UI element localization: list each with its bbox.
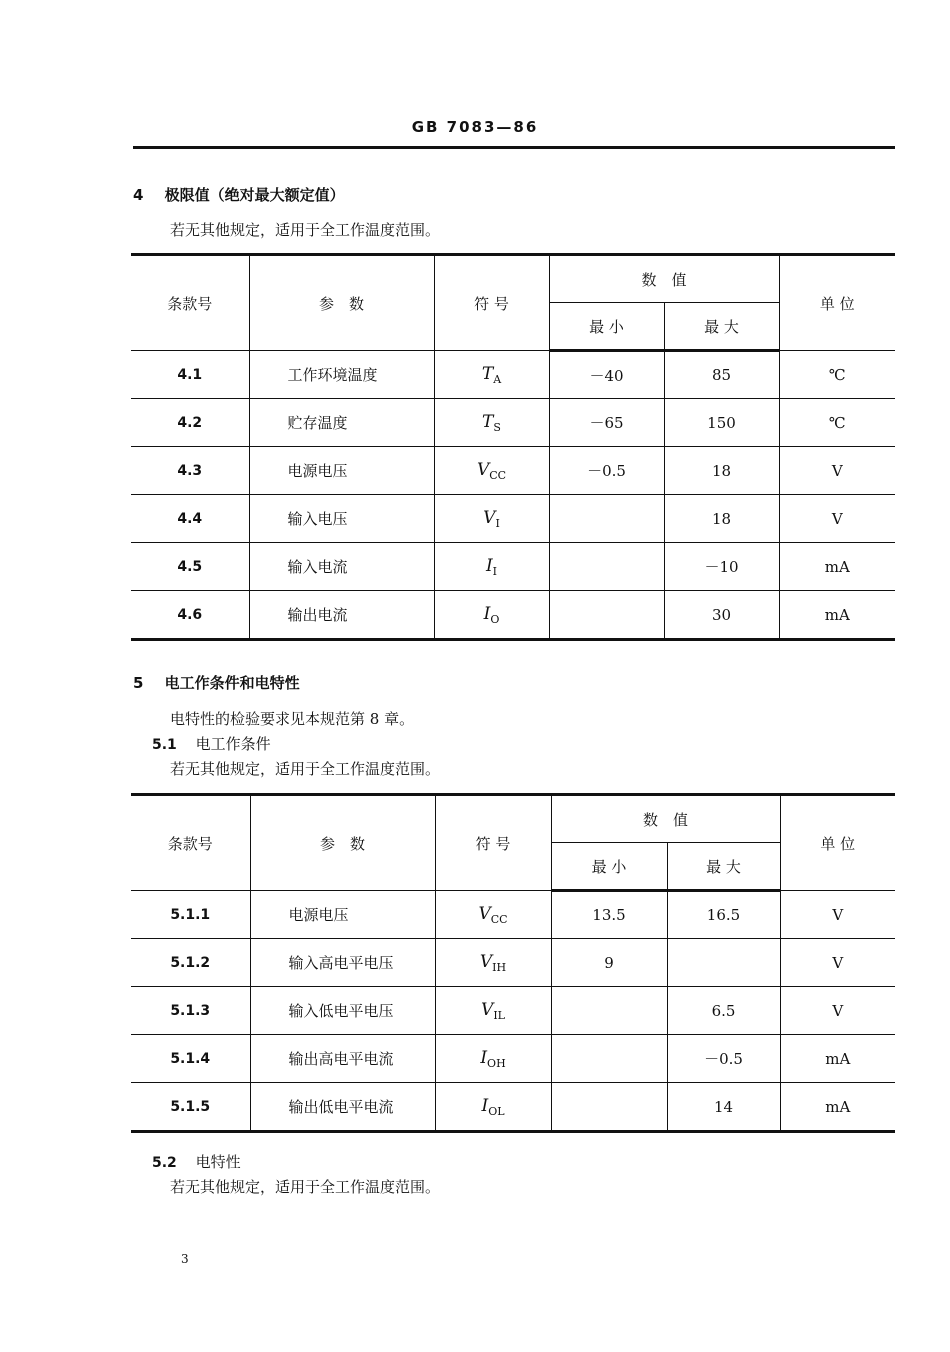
- cell-clause: 4.6: [131, 591, 249, 640]
- header-param: 参 数: [250, 795, 435, 891]
- header-value: 数 值: [551, 795, 780, 843]
- cell-min: －40: [549, 351, 664, 399]
- cell-max: 16.5: [667, 891, 780, 939]
- cell-min: －0.5: [549, 447, 664, 495]
- cell-param: 电源电压: [249, 447, 434, 495]
- cell-min: －65: [549, 399, 664, 447]
- cell-symbol: [434, 447, 549, 495]
- cell-min: [551, 1083, 667, 1132]
- header-symbol: 符 号: [434, 255, 549, 351]
- cell-max: 6.5: [667, 987, 780, 1035]
- header-symbol: 符 号: [435, 795, 551, 891]
- cell-unit: ℃: [779, 351, 895, 399]
- symbol-subscript: A: [493, 372, 502, 386]
- cell-max: 18: [664, 495, 779, 543]
- cell-unit: V: [780, 987, 895, 1035]
- cell-param: 电源电压: [250, 891, 435, 939]
- cell-min: 9: [551, 939, 667, 987]
- subsection-5-2-heading: [152, 1151, 241, 1172]
- header-min: 最 小: [551, 843, 667, 891]
- table-row: [131, 543, 895, 591]
- cell-symbol: [435, 939, 551, 987]
- cell-max: 85: [664, 351, 779, 399]
- subsection-5-1-number: 5.1: [152, 737, 177, 753]
- cell-unit: V: [780, 891, 895, 939]
- cell-min: [549, 543, 664, 591]
- cell-param: 工作环境温度: [249, 351, 434, 399]
- cell-symbol: [435, 891, 551, 939]
- symbol-letter: T: [482, 411, 494, 432]
- limits-table: [131, 253, 895, 641]
- document-header: GB 7083—86: [411, 118, 539, 136]
- header-rule: [133, 146, 895, 149]
- cell-min: [551, 1035, 667, 1083]
- section-5-note: 电特性的检验要求见本规范第 8 章。: [170, 710, 415, 728]
- subsection-5-2-note: 若无其他规定，适用于全工作温度范围。: [170, 1178, 441, 1196]
- symbol-letter: V: [476, 459, 490, 480]
- symbol-subscript: I: [495, 516, 500, 530]
- cell-clause: 5.1.2: [131, 939, 250, 987]
- symbol-subscript: CC: [490, 912, 508, 926]
- table-header-row: [131, 255, 895, 303]
- cell-unit: ℃: [779, 399, 895, 447]
- section-4-note: 若无其他规定，适用于全工作温度范围。: [170, 221, 441, 239]
- cell-param: 输出高电平电流: [250, 1035, 435, 1083]
- cell-max: 150: [664, 399, 779, 447]
- cell-clause: 5.1.1: [131, 891, 250, 939]
- section-4-title: 极限值（绝对最大额定值）: [164, 186, 345, 204]
- cell-min: 13.5: [551, 891, 667, 939]
- table-row: [131, 351, 895, 399]
- table-row: [131, 495, 895, 543]
- section-4-heading: [133, 184, 345, 205]
- table-row: [131, 987, 895, 1035]
- symbol-subscript: I: [492, 564, 498, 578]
- symbol-letter: I: [481, 1095, 489, 1116]
- symbol-subscript: OH: [487, 1056, 506, 1070]
- symbol-subscript: O: [490, 612, 500, 626]
- table-row: [131, 399, 895, 447]
- cell-param: 输入高电平电压: [250, 939, 435, 987]
- table-row: [131, 591, 895, 640]
- symbol-letter: I: [483, 603, 491, 624]
- cell-max: 14: [667, 1083, 780, 1132]
- cell-unit: mA: [780, 1035, 895, 1083]
- cell-symbol: [434, 591, 549, 640]
- subsection-5-1-note: 若无其他规定，适用于全工作温度范围。: [170, 760, 441, 778]
- cell-symbol: [434, 495, 549, 543]
- symbol-subscript: IL: [493, 1008, 505, 1022]
- cell-symbol: [434, 543, 549, 591]
- cell-clause: 4.1: [131, 351, 249, 399]
- symbol-subscript: S: [493, 420, 501, 434]
- table-row: [131, 447, 895, 495]
- cell-clause: 5.1.5: [131, 1083, 250, 1132]
- table-row: [131, 891, 895, 939]
- symbol-subscript: CC: [489, 468, 507, 482]
- section-4-number: 4: [133, 186, 144, 204]
- cell-unit: mA: [780, 1083, 895, 1132]
- symbol-letter: I: [480, 1047, 488, 1068]
- header-unit: 单 位: [780, 795, 895, 891]
- symbol-letter: V: [483, 507, 496, 528]
- operating-conditions-table: [131, 793, 895, 1133]
- cell-clause: 5.1.4: [131, 1035, 250, 1083]
- cell-min: [551, 987, 667, 1035]
- section-5-heading: [133, 672, 300, 693]
- symbol-letter: T: [481, 363, 494, 384]
- header-min: 最 小: [549, 303, 664, 351]
- cell-unit: V: [779, 447, 895, 495]
- cell-symbol: [435, 987, 551, 1035]
- table-row: [131, 1035, 895, 1083]
- cell-min: [549, 591, 664, 640]
- cell-unit: V: [779, 495, 895, 543]
- subsection-5-2-number: 5.2: [152, 1155, 177, 1171]
- symbol-letter: V: [478, 903, 491, 924]
- header-max: 最 大: [667, 843, 780, 891]
- cell-param: 输出低电平电流: [250, 1083, 435, 1132]
- cell-symbol: [434, 399, 549, 447]
- cell-max: 18: [664, 447, 779, 495]
- cell-max: －10: [664, 543, 779, 591]
- cell-symbol: [435, 1083, 551, 1132]
- table-header-row: [131, 795, 895, 843]
- cell-param: 输入电流: [249, 543, 434, 591]
- cell-max: －0.5: [667, 1035, 780, 1083]
- header-clause: 条款号: [131, 795, 250, 891]
- cell-param: 贮存温度: [249, 399, 434, 447]
- symbol-subscript: IH: [492, 960, 507, 974]
- cell-unit: mA: [779, 543, 895, 591]
- cell-clause: 5.1.3: [131, 987, 250, 1035]
- section-5-title: 电工作条件和电特性: [164, 674, 300, 692]
- header-param: 参 数: [249, 255, 434, 351]
- table-row: [131, 1083, 895, 1132]
- header-value: 数 值: [549, 255, 779, 303]
- cell-unit: V: [780, 939, 895, 987]
- cell-max: [667, 939, 780, 987]
- cell-max: 30: [664, 591, 779, 640]
- section-5-number: 5: [133, 674, 144, 692]
- cell-clause: 4.4: [131, 495, 249, 543]
- cell-min: [549, 495, 664, 543]
- symbol-subscript: OL: [488, 1104, 505, 1118]
- symbol-letter: I: [485, 555, 493, 576]
- table-row: [131, 939, 895, 987]
- cell-param: 输出电流: [249, 591, 434, 640]
- header-clause: 条款号: [131, 255, 249, 351]
- symbol-letter: V: [479, 951, 493, 972]
- cell-unit: mA: [779, 591, 895, 640]
- cell-symbol: [434, 351, 549, 399]
- subsection-5-1-heading: [152, 733, 271, 754]
- cell-clause: 4.2: [131, 399, 249, 447]
- subsection-5-2-title: 电特性: [195, 1153, 241, 1171]
- header-unit: 单 位: [779, 255, 895, 351]
- cell-param: 输入电压: [249, 495, 434, 543]
- header-max: 最 大: [664, 303, 779, 351]
- page-number: 3: [181, 1252, 189, 1266]
- cell-clause: 4.3: [131, 447, 249, 495]
- cell-clause: 4.5: [131, 543, 249, 591]
- cell-symbol: [435, 1035, 551, 1083]
- cell-param: 输入低电平电压: [250, 987, 435, 1035]
- symbol-letter: V: [481, 999, 494, 1020]
- subsection-5-1-title: 电工作条件: [195, 735, 271, 753]
